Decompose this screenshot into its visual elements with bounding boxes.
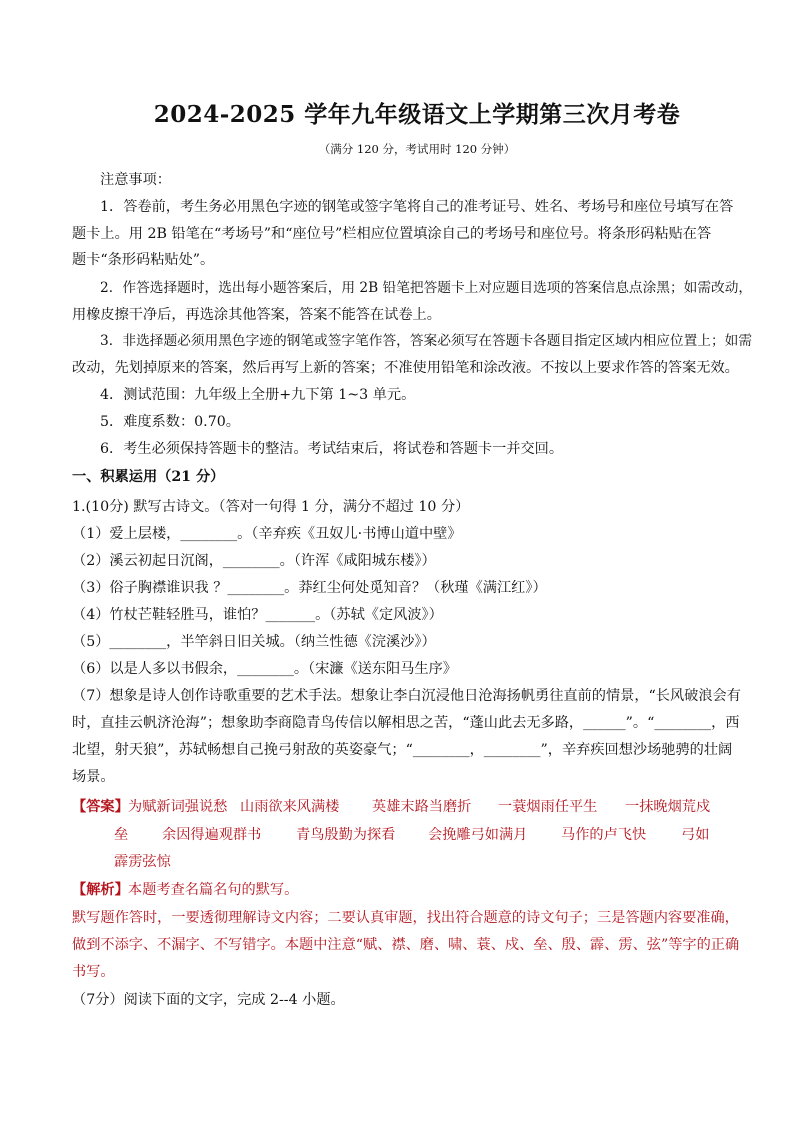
- question-item-7: 时，直挂云帆济沧海”；想象助李商隐青鸟传信以解相思之苦，“蓬山此去无多路，______”。“________，西: [72, 715, 740, 731]
- question-item: （5）________，半竿斜日旧关城。（纳兰性德《浣溪沙》）: [72, 634, 436, 650]
- question-item: （4）竹杖芒鞋轻胜马，谁怕？_______。（苏轼《定风波》）: [72, 607, 443, 623]
- answer-item: 会挽雕弓如满月: [428, 827, 528, 843]
- question-stem: 1.(10分) 默写古诗文。（答对一句得 1 分，满分不超过 10 分）: [72, 499, 470, 515]
- answer-item: 余因得遍观群书: [162, 827, 262, 843]
- question-item-7: （7）想象是诗人创作诗歌重要的艺术手法。想象让李白沉浸他日沧海扬帆勇往直前的情景，“长风破浪会有: [72, 688, 741, 704]
- question-item: （6）以是人多以书假余，________。（宋濂《送东阳马生序》: [72, 661, 457, 677]
- notice-line: 6．考生必须保持答题卡的整洁。考试结束后，将试卷和答题卡一并交回。: [100, 441, 564, 457]
- analysis-label: 【解析】: [72, 882, 129, 898]
- question-item: （1）爱上层楼，________。（辛弃疾《丑奴儿·书博山道中壁》: [72, 526, 462, 542]
- answer-item: 一蓑烟雨任平生: [498, 799, 598, 815]
- question-item: （3）俗子胸襟谁识我 ？________。莽红尘何处觅知音？（秋瑾《满江红》）: [72, 580, 547, 596]
- answer-item: 青鸟殷勤为探看: [296, 827, 396, 843]
- notice-line: 1．答卷前，考生务必用黑色字迹的钢笔或签字笔将自己的准考证号、姓名、考场号和座位号填写在答: [100, 199, 734, 215]
- notice-line: 2．作答选择题时，选出每小题答案后，用 2B 铅笔把答题卡上对应题目选项的答案信息点涂黑；如需改动，: [100, 280, 753, 296]
- analysis-text: 本题考查名篇名句的默写。: [128, 882, 299, 898]
- analysis-text: 做到不添字、不漏字、不写错字。本题中注意“赋、襟、磨、啸、蓑、戍、垒、殷、霹、雳、弦”等字的正确: [72, 937, 740, 953]
- answer-item: 马作的卢飞快: [561, 827, 647, 843]
- section-heading: 一、积累运用（21 分）: [72, 469, 225, 485]
- page-subtitle: （满分 120 分，考试用时 120 分钟）: [318, 142, 516, 156]
- notice-line: 题卡上。用 2B 铅笔在“考场号”和“座位号”栏相应位置填涂自己的考场号和座位号。将条形码粘贴在答: [72, 226, 712, 242]
- question-item-7: 北望，射天狼”，苏轼畅想自己挽弓射敌的英姿豪气；“________，________”，辛弃疾回想沙场驰骋的壮阔: [72, 742, 733, 758]
- page-title: 2024-2025 学年九年级语文上学期第三次月考卷: [153, 101, 681, 128]
- notice-line: 5．难度系数：0.70。: [100, 414, 240, 430]
- answer-item: 一抹晚烟荒戍: [625, 799, 711, 815]
- answer-label: 【答案】: [72, 799, 129, 815]
- answer-item: 英雄末路当磨折: [372, 799, 472, 815]
- answer-item: 弓如: [681, 827, 710, 843]
- notice-heading: 注意事项：: [100, 172, 171, 188]
- analysis-text: 书写。: [72, 964, 115, 980]
- question-stem: （7分）阅读下面的文字，完成 2--4 小题。: [72, 992, 345, 1008]
- answer-item: 为赋新词强说愁: [128, 799, 228, 815]
- notice-line: 用橡皮擦干净后，再选涂其他答案，答案不能答在试卷上。: [72, 307, 441, 323]
- notice-line: 改动，先划掉原来的答案，然后再写上新的答案；不准使用铅笔和涂改液。不按以上要求作答的答案无效。: [72, 360, 739, 376]
- notice-line: 3．非选择题必须用黑色字迹的钢笔或签字笔作答，答案必须写在答题卡各题目指定区域内相应位置上；如需: [100, 333, 753, 349]
- notice-line: 题卡“条形码粘贴处”。: [72, 252, 215, 268]
- answer-item: 垒: [114, 827, 129, 843]
- notice-line: 4．测试范围：九年级上全册+九下第 1~3 单元。: [100, 387, 416, 403]
- question-item-7: 场景。: [72, 769, 115, 785]
- answer-item: 山雨欲来风满楼: [240, 799, 340, 815]
- analysis-text: 默写题作答时，一要透彻理解诗文内容；二要认真审题，找出符合题意的诗文句子；三是答题内容要准确，: [72, 910, 739, 926]
- answer-item: 霹雳弦惊: [114, 854, 171, 870]
- question-item: （2）溪云初起日沉阁，________。（许浑《咸阳城东楼》）: [72, 553, 436, 569]
